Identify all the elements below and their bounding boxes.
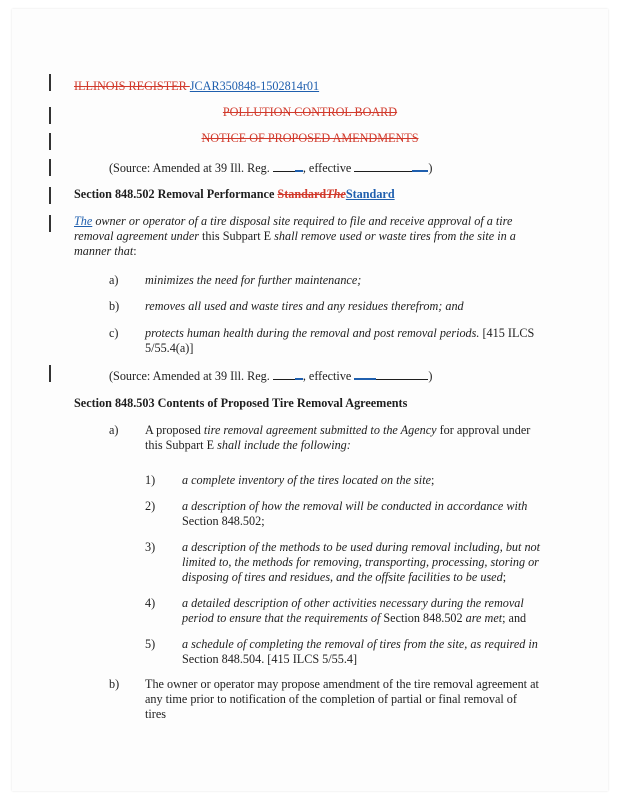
change-bar <box>49 365 51 382</box>
sublist-item: a description of how the removal will be conducted in accordance with Section 848.502; <box>182 499 528 528</box>
list-label: b) <box>109 299 120 313</box>
register-inserted: JCAR350848-1502814r01 <box>189 79 320 93</box>
list-item: The owner or operator may propose amendment of the tire removal agreement at any time prior to notification of the completion of partial or final removal of tires <box>145 677 539 721</box>
section-heading: Section 848.502 Removal Performance StandardTheStandard <box>74 187 395 201</box>
change-bar <box>49 74 51 91</box>
list-label: a) <box>109 273 119 287</box>
sublist-label: 2) <box>145 499 156 513</box>
register-deleted: ILLINOIS REGISTER <box>74 79 190 93</box>
source-line: (Source: Amended at 39 Ill. Reg. , effective ) <box>109 369 433 383</box>
list-label: c) <box>109 326 119 340</box>
change-bar <box>49 215 51 232</box>
sublist-label: 5) <box>145 637 156 651</box>
board-title: POLLUTION CONTROL BOARD <box>222 105 398 119</box>
section-heading: Section 848.503 Contents of Proposed Tire Removal Agreements <box>74 396 408 410</box>
change-bar <box>49 159 51 176</box>
document-page <box>12 9 608 791</box>
list-item: minimizes the need for further maintenance; <box>145 273 362 287</box>
list-item: protects human health during the removal and post removal periods. [415 ILCS 5/55.4(a)] <box>145 326 535 355</box>
notice-title: NOTICE OF PROPOSED AMENDMENTS <box>201 131 419 145</box>
change-bar <box>49 187 51 204</box>
sublist-item: a complete inventory of the tires located on the site; <box>182 473 435 487</box>
source-line: (Source: Amended at 39 Ill. Reg. , effective ) <box>109 161 433 175</box>
list-item: removes all used and waste tires and any residues therefrom; and <box>145 299 464 313</box>
sublist-item: a detailed description of other activities necessary during the removal period to ensure that the requirements of Section 848.502 are met; and <box>182 596 527 625</box>
sublist-item: a schedule of completing the removal of tires from the site, as required in Section 848.504. [415 ILCS 5/55.4] <box>182 637 538 666</box>
sublist-label: 4) <box>145 596 156 610</box>
sublist-item: a description of the methods to be used during removal including, but not limited to, the methods for removing, transporting, processing, storing or disposing of tires and residues, and the offsite facilities to be used; <box>182 540 541 584</box>
section-intro: The owner or operator of a tire disposal site required to file and receive approval of a tire removal agreement under this Subpart E shall remove used or waste tires from the site in a manner that: <box>74 214 516 258</box>
register-line <box>74 79 319 94</box>
sublist-label: 1) <box>145 473 156 487</box>
list-item: A proposed tire removal agreement submitted to the Agency for approval under this Subpart E shall include the following: <box>145 423 531 452</box>
list-label: b) <box>109 677 120 691</box>
sublist-label: 3) <box>145 540 156 554</box>
list-label: a) <box>109 423 119 437</box>
